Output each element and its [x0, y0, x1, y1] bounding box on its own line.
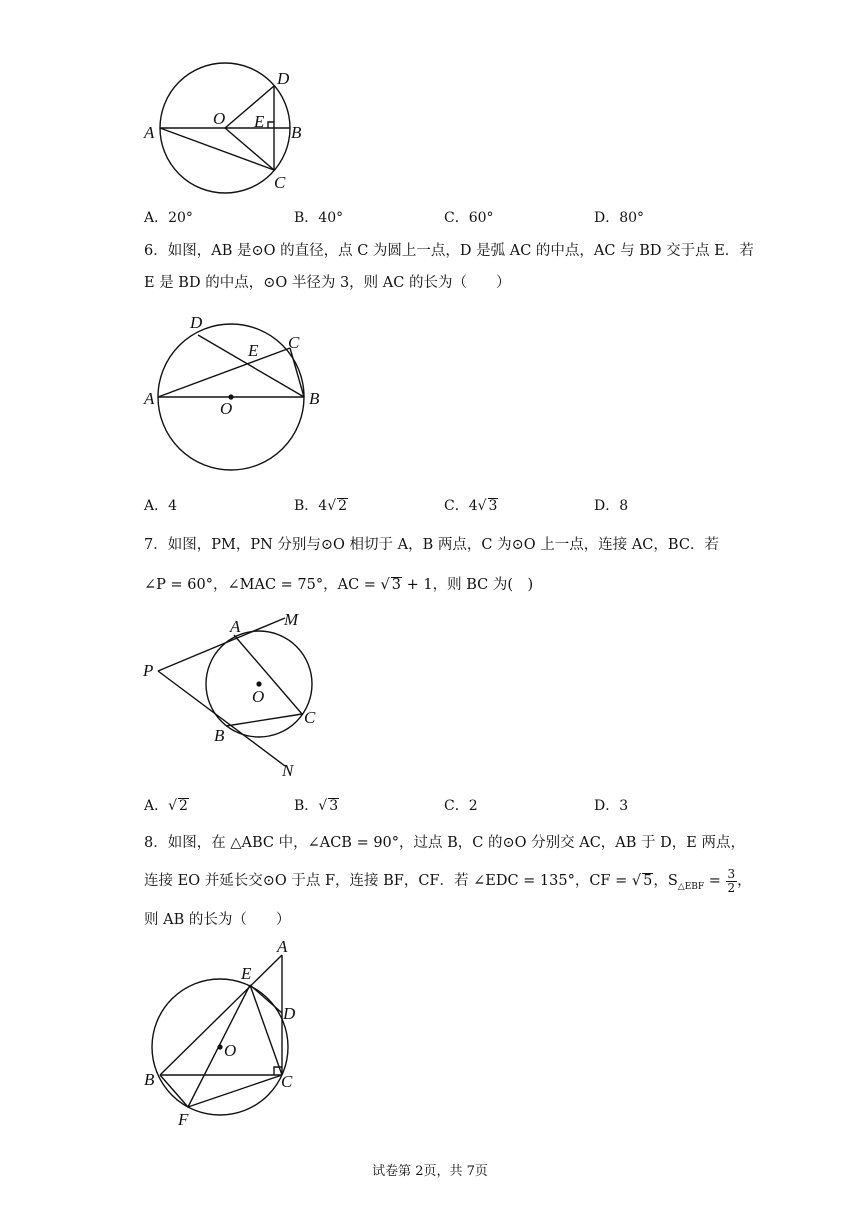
q7-stem-line2-a: ∠P = 60°，∠MAC = 75°，AC = — [144, 577, 381, 593]
q5-segment-od — [225, 86, 274, 128]
q6-option-c[interactable]: C．4√ 3 — [444, 498, 498, 514]
q7-stem-line2: ∠P = 60°，∠MAC = 75°，AC = √ 3 + 1，则 BC 为( ) — [144, 577, 534, 593]
q7-option-a-prefix: A． — [144, 798, 169, 814]
q6-option-b-radicand: 2 — [338, 498, 348, 514]
q5-segment-ac — [160, 128, 274, 170]
q7-chord-bc — [226, 714, 302, 726]
q7-option-b-radicand: 3 — [329, 798, 339, 814]
q7-option-a-radicand: 2 — [179, 798, 188, 814]
q7-label-b: B — [214, 726, 225, 745]
q6-chord-ac — [158, 348, 290, 397]
q8-label-e: E — [241, 964, 252, 983]
q6-option-d[interactable]: D．8 — [594, 498, 629, 514]
q8-label-f: F — [178, 1110, 189, 1129]
q5-right-angle-mark — [268, 122, 274, 128]
q5-option-a[interactable]: A．20° — [144, 210, 193, 226]
q5-label-c: C — [274, 173, 286, 192]
q7-option-b[interactable]: B．√ 3 — [294, 798, 339, 814]
q7-label-a: A — [230, 617, 241, 636]
q7-option-d[interactable]: D．3 — [594, 798, 629, 814]
q6-option-c-prefix: C．4 — [444, 498, 478, 514]
q7-figure — [140, 608, 325, 783]
q8-stem-line2-a: 连接 EO 并延长交⊙O 于点 F，连接 BF，CF．若 ∠EDC = 135°，CF = — [144, 873, 632, 889]
q8-stem-line2: 连接 EO 并延长交⊙O 于点 F，连接 BF，CF．若 ∠EDC = 135°，CF = √ 5，$S_{\triangle EBF}$ = $\frac{3}{2}$ ， — [144, 866, 752, 895]
q5-label-b: B — [291, 123, 302, 142]
q6-option-b[interactable]: B．4√ 2 — [294, 498, 348, 514]
q8-fraction-numerator: 3 — [727, 866, 736, 881]
q6-option-c-radicand: 3 — [488, 498, 498, 514]
q8-label-c: C — [281, 1072, 293, 1091]
q7-chord-ac — [234, 635, 302, 714]
q8-center-dot — [217, 1044, 222, 1049]
q8-label-a: A — [277, 937, 288, 956]
q5-label-d: D — [277, 69, 290, 88]
q8-stem-subscript: △EBF — [677, 882, 705, 892]
q5-segment-oc — [225, 128, 274, 170]
page-footer: 试卷第 2页，共 7页 — [372, 1164, 488, 1179]
q6-label-b: B — [309, 389, 320, 408]
q7-option-c[interactable]: C．2 — [444, 798, 478, 814]
q6-label-a: A — [144, 389, 155, 408]
q7-label-o: O — [252, 687, 265, 706]
q6-label-e: E — [248, 341, 259, 360]
q8-stem-radicand: 5 — [643, 873, 653, 889]
q5-label-e: E — [254, 112, 265, 131]
q8-stem-line2-c: = — [704, 873, 726, 889]
q7-option-a[interactable]: A．√ 2 — [144, 798, 188, 814]
q7-stem-radicand: 3 — [391, 577, 402, 593]
q7-label-n: N — [282, 761, 294, 780]
q8-segment-bf — [160, 1075, 188, 1107]
q7-tangent-pn — [158, 671, 285, 766]
q6-options — [144, 495, 744, 517]
q7-tangent-pm — [158, 618, 285, 671]
q7-center-dot — [256, 681, 261, 686]
q5-option-b[interactable]: B．40° — [294, 210, 344, 226]
q8-label-o: O — [224, 1041, 237, 1060]
q6-label-c: C — [288, 333, 300, 352]
q7-label-c: C — [304, 708, 316, 727]
q8-stem-line3: 则 AB 的长为（ ） — [144, 912, 291, 928]
q8-label-b: B — [144, 1070, 155, 1089]
q7-option-b-prefix: B． — [294, 798, 319, 814]
q8-stem-line2-b: ，S — [653, 873, 678, 889]
q6-figure — [140, 310, 330, 475]
q8-side-ab — [160, 955, 282, 1075]
q6-option-a[interactable]: A．4 — [144, 498, 178, 514]
q8-stem-fraction — [726, 868, 738, 895]
q8-label-d: D — [283, 1004, 296, 1023]
q7-options — [144, 795, 744, 817]
q8-fraction-denominator: 2 — [727, 880, 736, 895]
q8-figure — [140, 935, 310, 1130]
q6-label-d: D — [190, 313, 203, 332]
q7-label-p: P — [143, 661, 154, 680]
q6-label-o: O — [220, 399, 233, 418]
q6-stem-line2: E 是 BD 的中点，⊙O 半径为 3，则 AC 的长为（ ） — [144, 275, 511, 291]
q5-figure — [140, 60, 310, 195]
q7-label-m: M — [284, 610, 299, 629]
q5-option-c[interactable]: C．60° — [444, 210, 494, 226]
q5-label-o: O — [213, 109, 226, 128]
q5-label-a: A — [144, 123, 155, 142]
q8-stem-line2-d: ， — [737, 873, 752, 889]
q7-stem-line2-b: + 1，则 BC 为( ) — [402, 577, 534, 593]
q5-options — [144, 207, 744, 229]
q6-stem-line1: 6．如图，AB 是⊙O 的直径，点 C 为圆上一点，D 是弧 AC 的中点，AC 与 BD 交于点 E．若 — [144, 243, 754, 259]
q6-option-b-prefix: B．4 — [294, 498, 328, 514]
q5-option-d[interactable]: D．80° — [594, 210, 645, 226]
q7-stem-line1: 7．如图，PM，PN 分别与⊙O 相切于 A，B 两点，C 为⊙O 上一点，连接 AC，BC．若 — [144, 537, 719, 553]
q8-stem-line1: 8．如图，在 △ABC 中，∠ACB = 90°，过点 B，C 的⊙O 分别交 AC，AB 于 D，E 两点， — [144, 835, 745, 851]
